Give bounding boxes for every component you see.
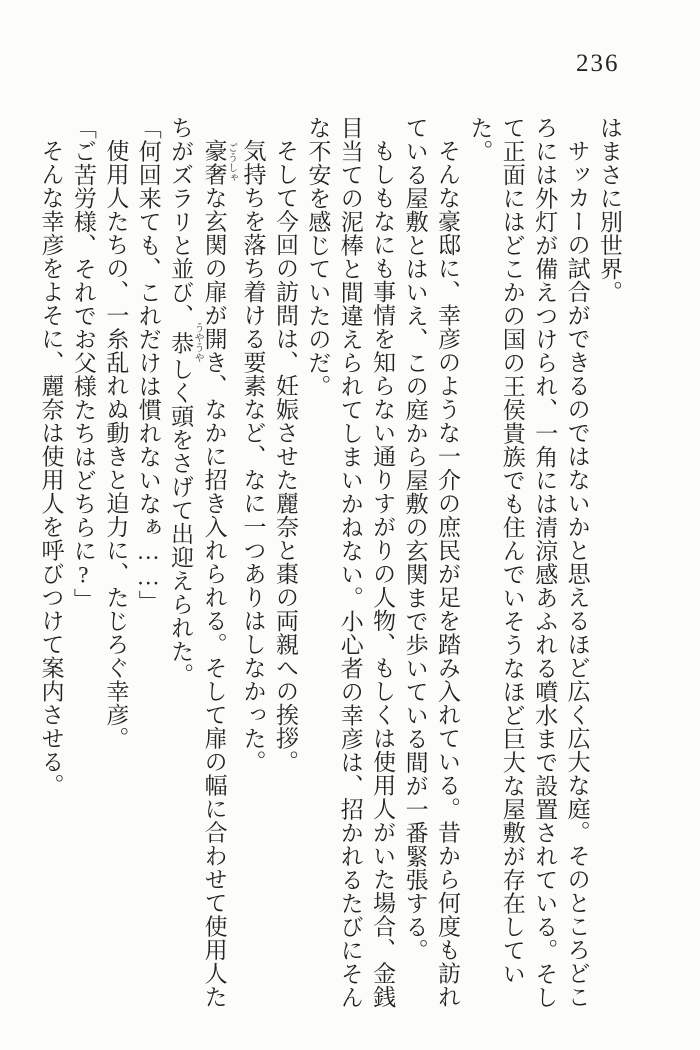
paragraph: 使用人たちの、一糸乱れぬ動きと迫力に、たじろぐ幸彦。 [103,139,129,750]
text-block [38,116,625,1014]
paragraph: そして今回の訪問は、妊娠させた麗奈と棗の両親への挨拶。 [272,139,298,774]
page-number: 236 [576,50,620,77]
paragraph: 豪奢 ごうしゃな玄関の扉が開き、なかに招き入れられる。そして扉の幅に合わせて使用人たちがズラリと並び、恭 うやうやしく頭をさげて出迎えられた。 [168,116,237,1009]
paragraph: 「ご苦労様、それでお父様たちはどちらに?」 [70,116,96,612]
paragraph: はまさに別世界。 [597,116,622,304]
paragraph: 気持ちを落ち着ける要素など、なに一つありはしなかった。 [240,139,266,774]
paragraph: そんな豪邸に、幸彦のような一介の庶民が足を踏み入れている。昔から何度も訪れている屋敷とはいえ、この庭から屋敷の玄関まで歩いている間が一番緊張する。 [402,116,460,1009]
paragraph: 「何回来ても、これだけは慣れないなぁ……」 [135,116,161,614]
paragraph: もしもなにも事情を知らない通りすがりの人物、もしくは使用人がいた場合、金銭目当ての泥棒と間違えられてしまいかねない。小心者の幸彦は、招かれるたびにそんな不安を感じていたのだ。 [305,116,396,1009]
ruby-annotation: 恭 うやうや [168,322,204,363]
paragraph: サッカーの試合ができるのではないかと思えるほど広く広大な庭。そのところどころには外灯が備えつけられ、一角には清涼感あふれる噴水まで設置されている。そして正面にはどこかの国の王侯貴族でも住んでいそうなほど巨大な屋敷が存在していた。 [467,116,590,1009]
ruby-annotation: 豪奢 ごうしゃ [201,139,237,186]
paragraph: そんな幸彦をよそに、麗奈は使用人を呼びつけて案内させる。 [38,139,64,797]
